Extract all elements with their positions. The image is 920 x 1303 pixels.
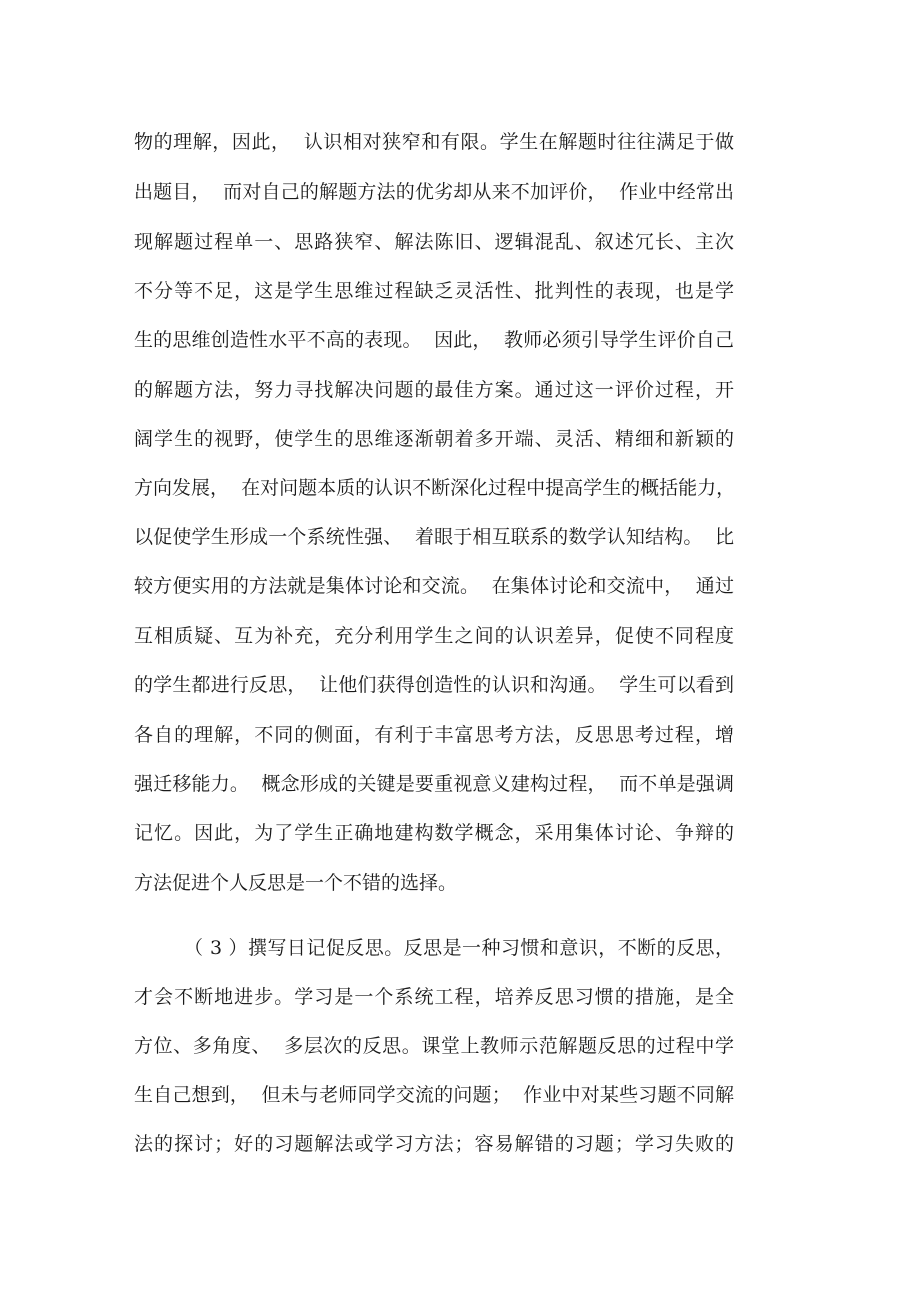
text-line: 现解题过程单一、思路狭窄、解法陈旧、逻辑混乱、叙述冗长、主次 (134, 231, 734, 253)
text-line: 生自己想到， 但未与老师同学交流的问题； 作业中对某些习题不同解 (134, 1084, 734, 1106)
text-line: 生的思维创造性水平不高的表现。 因此， 教师必须引导学生评价自己 (134, 329, 734, 351)
text-line: 物的理解，因此， 认识相对狭窄和有限。学生在解题时往往满足于做 (134, 131, 734, 153)
text-line: 法的探讨；好的习题解法或学习方法；容易解错的习题；学习失败的 (134, 1133, 734, 1155)
text-line: 的解题方法，努力寻找解决问题的最佳方案。通过这一评价过程，开 (134, 379, 734, 401)
text-line: 方位、多角度、 多层次的反思。课堂上教师示范解题反思的过程中学 (134, 1035, 734, 1057)
text-line: 方向发展， 在对问题本质的认识不断深化过程中提高学生的概括能力， (134, 477, 736, 499)
text-line: （ 3 ）撰写日记促反思。反思是一种习惯和意识，不断的反思， (184, 937, 734, 959)
text-line: 方法促进个人反思是一个不错的选择。 (134, 872, 458, 894)
text-line: 各自的理解，不同的侧面，有利于丰富思考方法，反思思考过程，增 (134, 724, 734, 746)
text-line: 出题目， 而对自己的解题方法的优劣却从来不加评价， 作业中经常出 (134, 181, 734, 203)
text-line: 才会不断地进步。学习是一个系统工程，培养反思习惯的措施，是全 (134, 986, 734, 1008)
text-line: 以促使学生形成一个系统性强、 着眼于相互联系的数学认知结构。 比 (134, 526, 734, 548)
text-line: 强迁移能力。 概念形成的关键是要重视意义建构过程， 而不单是强调 (134, 773, 734, 795)
text-line: 互相质疑、互为补充，充分利用学生之间的认识差异，促使不同程度 (134, 625, 734, 647)
text-line: 不分等不足，这是学生思维过程缺乏灵活性、批判性的表现，也是学 (134, 280, 734, 302)
text-line: 阔学生的视野，使学生的思维逐渐朝着多开端、灵活、精细和新颖的 (134, 428, 734, 450)
text-line: 的学生都进行反思， 让他们获得创造性的认识和沟通。 学生可以看到 (134, 674, 734, 696)
text-line: 记忆。因此，为了学生正确地建构数学概念，采用集体讨论、争辩的 (134, 822, 734, 844)
text-line: 较方便实用的方法就是集体讨论和交流。 在集体讨论和交流中， 通过 (134, 575, 734, 597)
